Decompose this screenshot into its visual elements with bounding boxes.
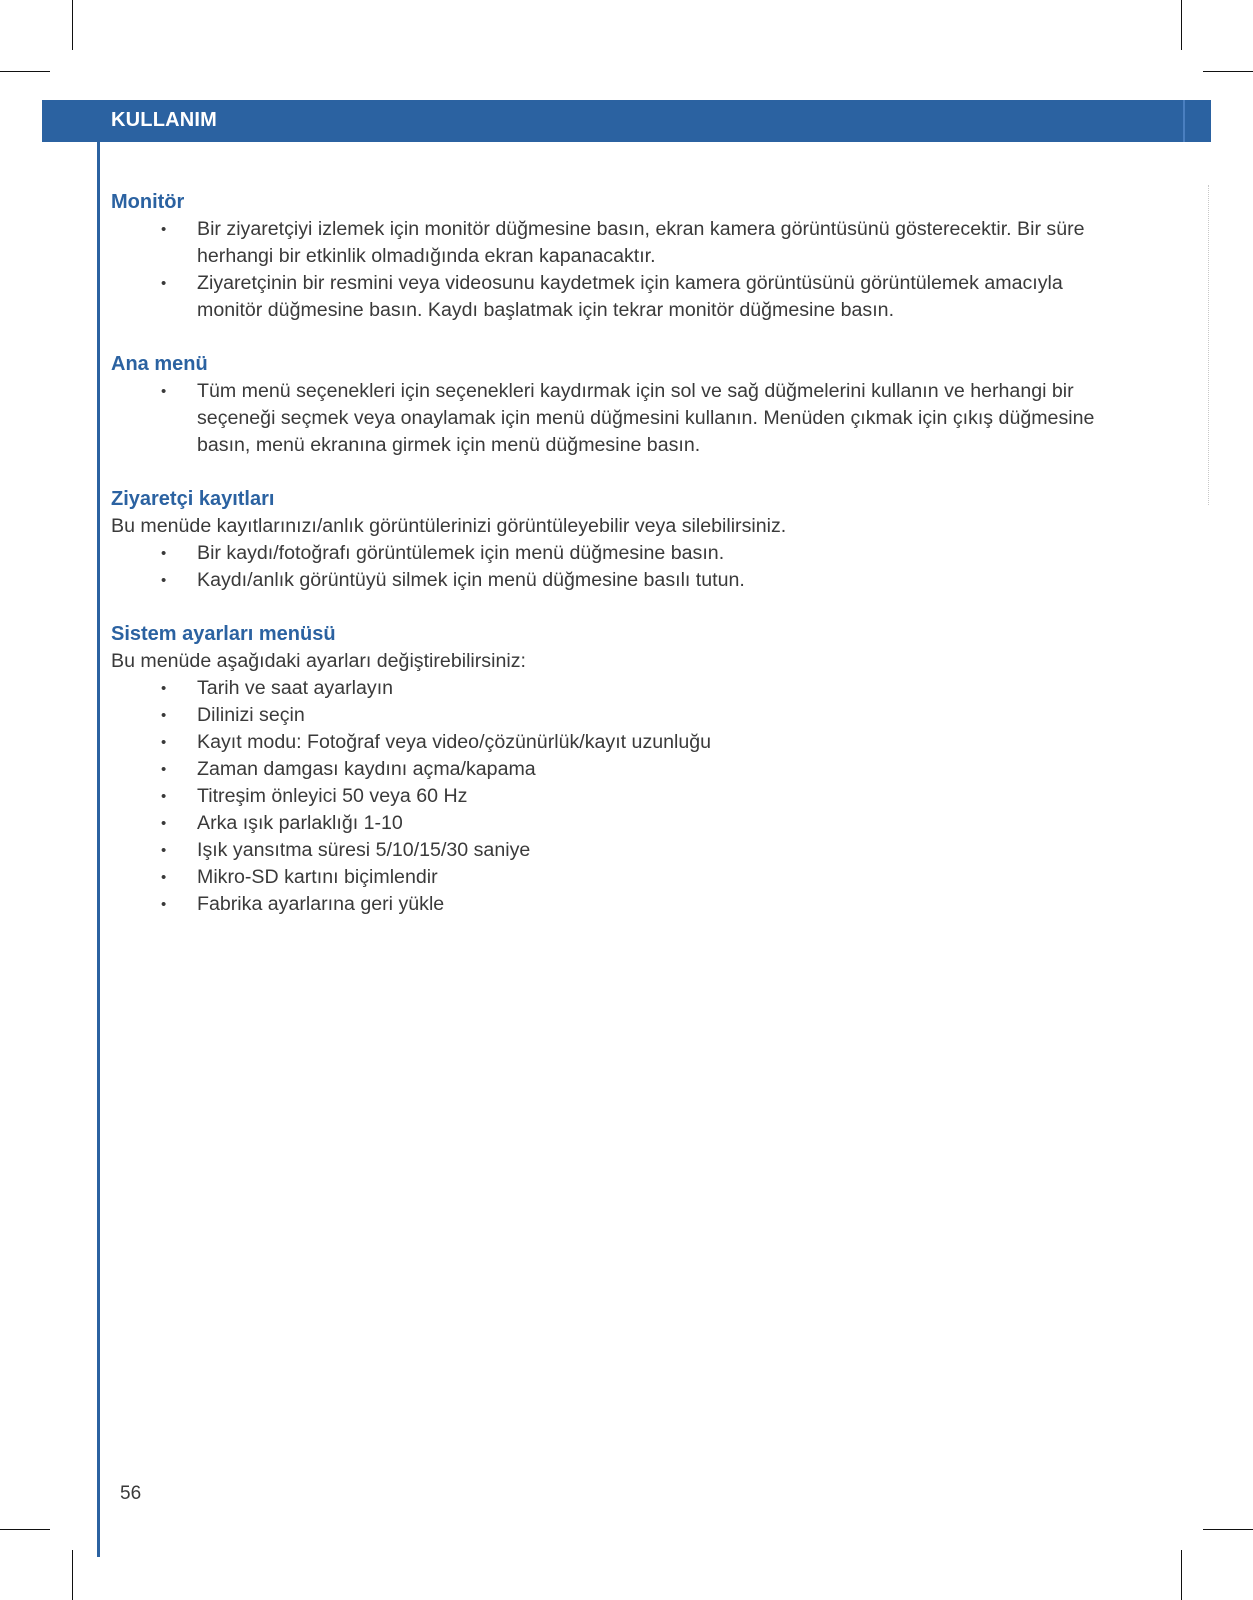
list-item: • Kaydı/anlık görüntüyü silmek için menü düğmesine basılı tutun. <box>197 567 1131 594</box>
crop-mark <box>72 1550 73 1600</box>
left-margin-rule <box>97 142 100 1557</box>
crop-mark <box>72 0 73 50</box>
header-tab-edge <box>1183 100 1185 142</box>
section-heading: Ziyaretçi kayıtları <box>111 488 275 510</box>
crop-mark <box>1203 1529 1253 1530</box>
crop-mark <box>1203 71 1253 72</box>
list-item: • Işık yansıtma süresi 5/10/15/30 saniye <box>197 837 1131 864</box>
list-item: • Mikro-SD kartını biçimlendir <box>197 864 1131 891</box>
section-main-menu <box>111 351 1131 459</box>
section-visitor-records <box>111 486 1131 594</box>
list-item: • Dilinizi seçin <box>197 702 1131 729</box>
section-header-bar <box>42 100 1211 142</box>
bullet-list <box>111 675 1131 918</box>
list-item: • Bir ziyaretçiyi izlemek için monitör düğmesine basın, ekran kamera görüntüsünü gösterecektir. Bir süre herhangi bir etkinlik olmadığında ekran kapanacaktır. <box>197 216 1131 270</box>
crop-mark <box>1181 1550 1182 1600</box>
document-body <box>111 189 1131 945</box>
list-item: • Arka ışık parlaklığı 1-10 <box>197 810 1131 837</box>
page-title: KULLANIM <box>111 109 218 131</box>
section-system-settings <box>111 621 1131 918</box>
list-item: • Kayıt modu: Fotoğraf veya video/çözünürlük/kayıt uzunluğu <box>197 729 1131 756</box>
section-monitor <box>111 189 1131 324</box>
page-number: 56 <box>120 1483 142 1504</box>
list-item: • Tarih ve saat ayarlayın <box>197 675 1131 702</box>
list-item: • Zaman damgası kaydını açma/kapama <box>197 756 1131 783</box>
list-item: • Ziyaretçinin bir resmini veya videosunu kaydetmek için kamera görüntüsünü görüntülemek amacıyla monitör düğmesine basın. Kaydı başlatmak için tekrar monitör düğmesine basın. <box>197 270 1131 324</box>
section-heading: Monitör <box>111 191 185 213</box>
bullet-list <box>111 378 1131 459</box>
list-item: • Bir kaydı/fotoğrafı görüntülemek için menü düğmesine basın. <box>197 540 1131 567</box>
list-item: • Tüm menü seçenekleri için seçenekleri kaydırmak için sol ve sağ düğmelerini kullanın ve herhangi bir seçeneği seçmek veya onaylamak için menü düğmesini kullanın. Menüden çıkmak için çıkış düğmesine basın, menü ekranına girmek için menü düğmesine basın. <box>197 378 1131 459</box>
bullet-list <box>111 540 1131 594</box>
crop-mark <box>0 71 50 72</box>
crop-mark <box>0 1529 50 1530</box>
side-dotted-rule <box>1208 185 1210 505</box>
section-intro: Bu menüde kayıtlarınızı/anlık görüntülerinizi görüntüleyebilir veya silebilirsiniz. <box>111 515 787 537</box>
crop-mark <box>1181 0 1182 50</box>
section-heading: Ana menü <box>111 353 208 375</box>
section-heading: Sistem ayarları menüsü <box>111 623 336 645</box>
bullet-list <box>111 216 1131 324</box>
list-item: • Fabrika ayarlarına geri yükle <box>197 891 1131 918</box>
list-item: • Titreşim önleyici 50 veya 60 Hz <box>197 783 1131 810</box>
section-intro: Bu menüde aşağıdaki ayarları değiştirebilirsiniz: <box>111 650 526 672</box>
